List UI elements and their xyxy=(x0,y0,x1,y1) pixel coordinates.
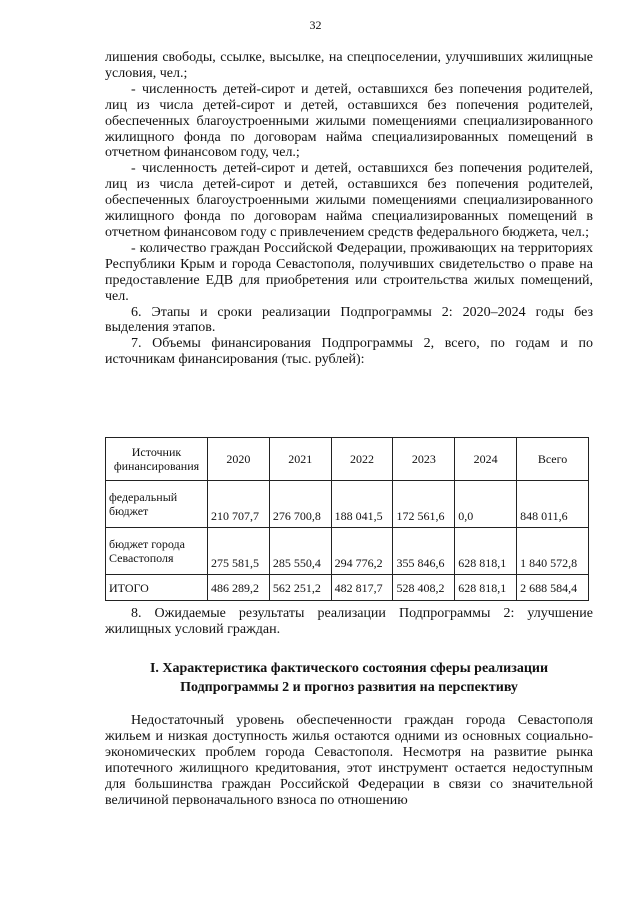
table-header-cell: 2023 xyxy=(393,438,455,481)
table-row xyxy=(106,528,589,575)
table-cell: 848 011,6 xyxy=(517,481,589,528)
table-cell: 0,0 xyxy=(455,481,517,528)
page-number: 32 xyxy=(309,18,322,32)
table-cell: 486 289,2 xyxy=(208,575,270,601)
table-cell: 562 251,2 xyxy=(269,575,331,601)
table-header-cell: 2024 xyxy=(455,438,517,481)
paragraph: 8. Ожидаемые результаты реализации Подпрограммы 2: улучшение жилищных условий граждан. xyxy=(105,606,593,637)
table-cell: 294 776,2 xyxy=(331,528,393,575)
financing-table xyxy=(105,437,589,601)
table-cell: 528 408,2 xyxy=(393,575,455,601)
paragraph: - численность детей-сирот и детей, оставшихся без попечения родителей, лиц из числа детей-сирот и детей, оставшихся без попечения родителей, обеспеченных благоустроенными жилыми помещениями специализированного жилищного фонда по договорам найма специализированных помещений в отчетном финансовом году, чел.; xyxy=(105,81,593,161)
table-cell: 172 561,6 xyxy=(393,481,455,528)
table-cell: 210 707,7 xyxy=(208,481,270,528)
table-header-cell: 2022 xyxy=(331,438,393,481)
table-cell: 1 840 572,8 xyxy=(517,528,589,575)
paragraph: - численность детей-сирот и детей, оставшихся без попечения родителей, лиц из числа детей-сирот и детей, оставшихся без попечения родителей, обеспеченных благоустроенными жилыми помещениями специализированного жилищного фонда по договорам найма специализированных помещений в отчетном финансовом году с привлечением средств федерального бюджета, чел.; xyxy=(105,161,593,240)
body-text-bottom xyxy=(105,713,593,808)
paragraph: Недостаточный уровень обеспеченности граждан города Севастополя жильем и низкая доступность жилья остаются одними из основных социально-экономических проблем города Севастополя. Несмотря на развитие рынка ипотечного жилищного кредитования, этот инструмент остается недоступным для большинства граждан Российской Федерации в связи со значительной величиной первоначального взноса по отношению xyxy=(105,713,593,808)
table-cell: бюджет города Севастополя xyxy=(106,528,208,575)
table-cell: 285 550,4 xyxy=(269,528,331,575)
table-header-row xyxy=(106,438,589,481)
table-cell: 188 041,5 xyxy=(331,481,393,528)
table-cell: 276 700,8 xyxy=(269,481,331,528)
body-text-top xyxy=(105,50,593,368)
paragraph: - количество граждан Российской Федерации, проживающих на территориях Республики Крым и города Севастополя, получивших свидетельство о праве на предоставление ЕДВ для приобретения или строительства жилых помещений, чел. xyxy=(105,240,593,304)
table-cell: 355 846,6 xyxy=(393,528,455,575)
table-header-cell: Источник финансирования xyxy=(106,438,208,481)
body-text-results xyxy=(105,606,593,638)
table-header-cell: Всего xyxy=(517,438,589,481)
section-heading xyxy=(105,659,593,697)
section-heading-line: Подпрограммы 2 и прогноз развития на перспективу xyxy=(180,680,518,695)
table-row xyxy=(106,481,589,528)
paragraph: 7. Объемы финансирования Подпрограммы 2, всего, по годам и по источникам финансирования (тыс. рублей): xyxy=(105,336,593,368)
section-heading-line: I. Характеристика фактического состояния сферы реализации xyxy=(149,661,549,676)
table-header-cell: 2021 xyxy=(269,438,331,481)
table-cell: 275 581,5 xyxy=(208,528,270,575)
table-cell: 628 818,1 xyxy=(455,528,517,575)
table-row-total xyxy=(106,575,589,601)
table-cell: 2 688 584,4 xyxy=(517,575,589,601)
paragraph: лишения свободы, ссылке, высылке, на спецпоселении, улучшивших жилищные условия, чел.; xyxy=(105,50,593,81)
table-header-cell: 2020 xyxy=(208,438,270,481)
table-cell: ИТОГО xyxy=(106,575,208,601)
paragraph: 6. Этапы и сроки реализации Подпрограммы 2: 2020–2024 годы без выделения этапов. xyxy=(105,304,593,336)
table-cell: 482 817,7 xyxy=(331,575,393,601)
table-cell: 628 818,1 xyxy=(455,575,517,601)
table-cell: федеральный бюджет xyxy=(106,481,208,528)
